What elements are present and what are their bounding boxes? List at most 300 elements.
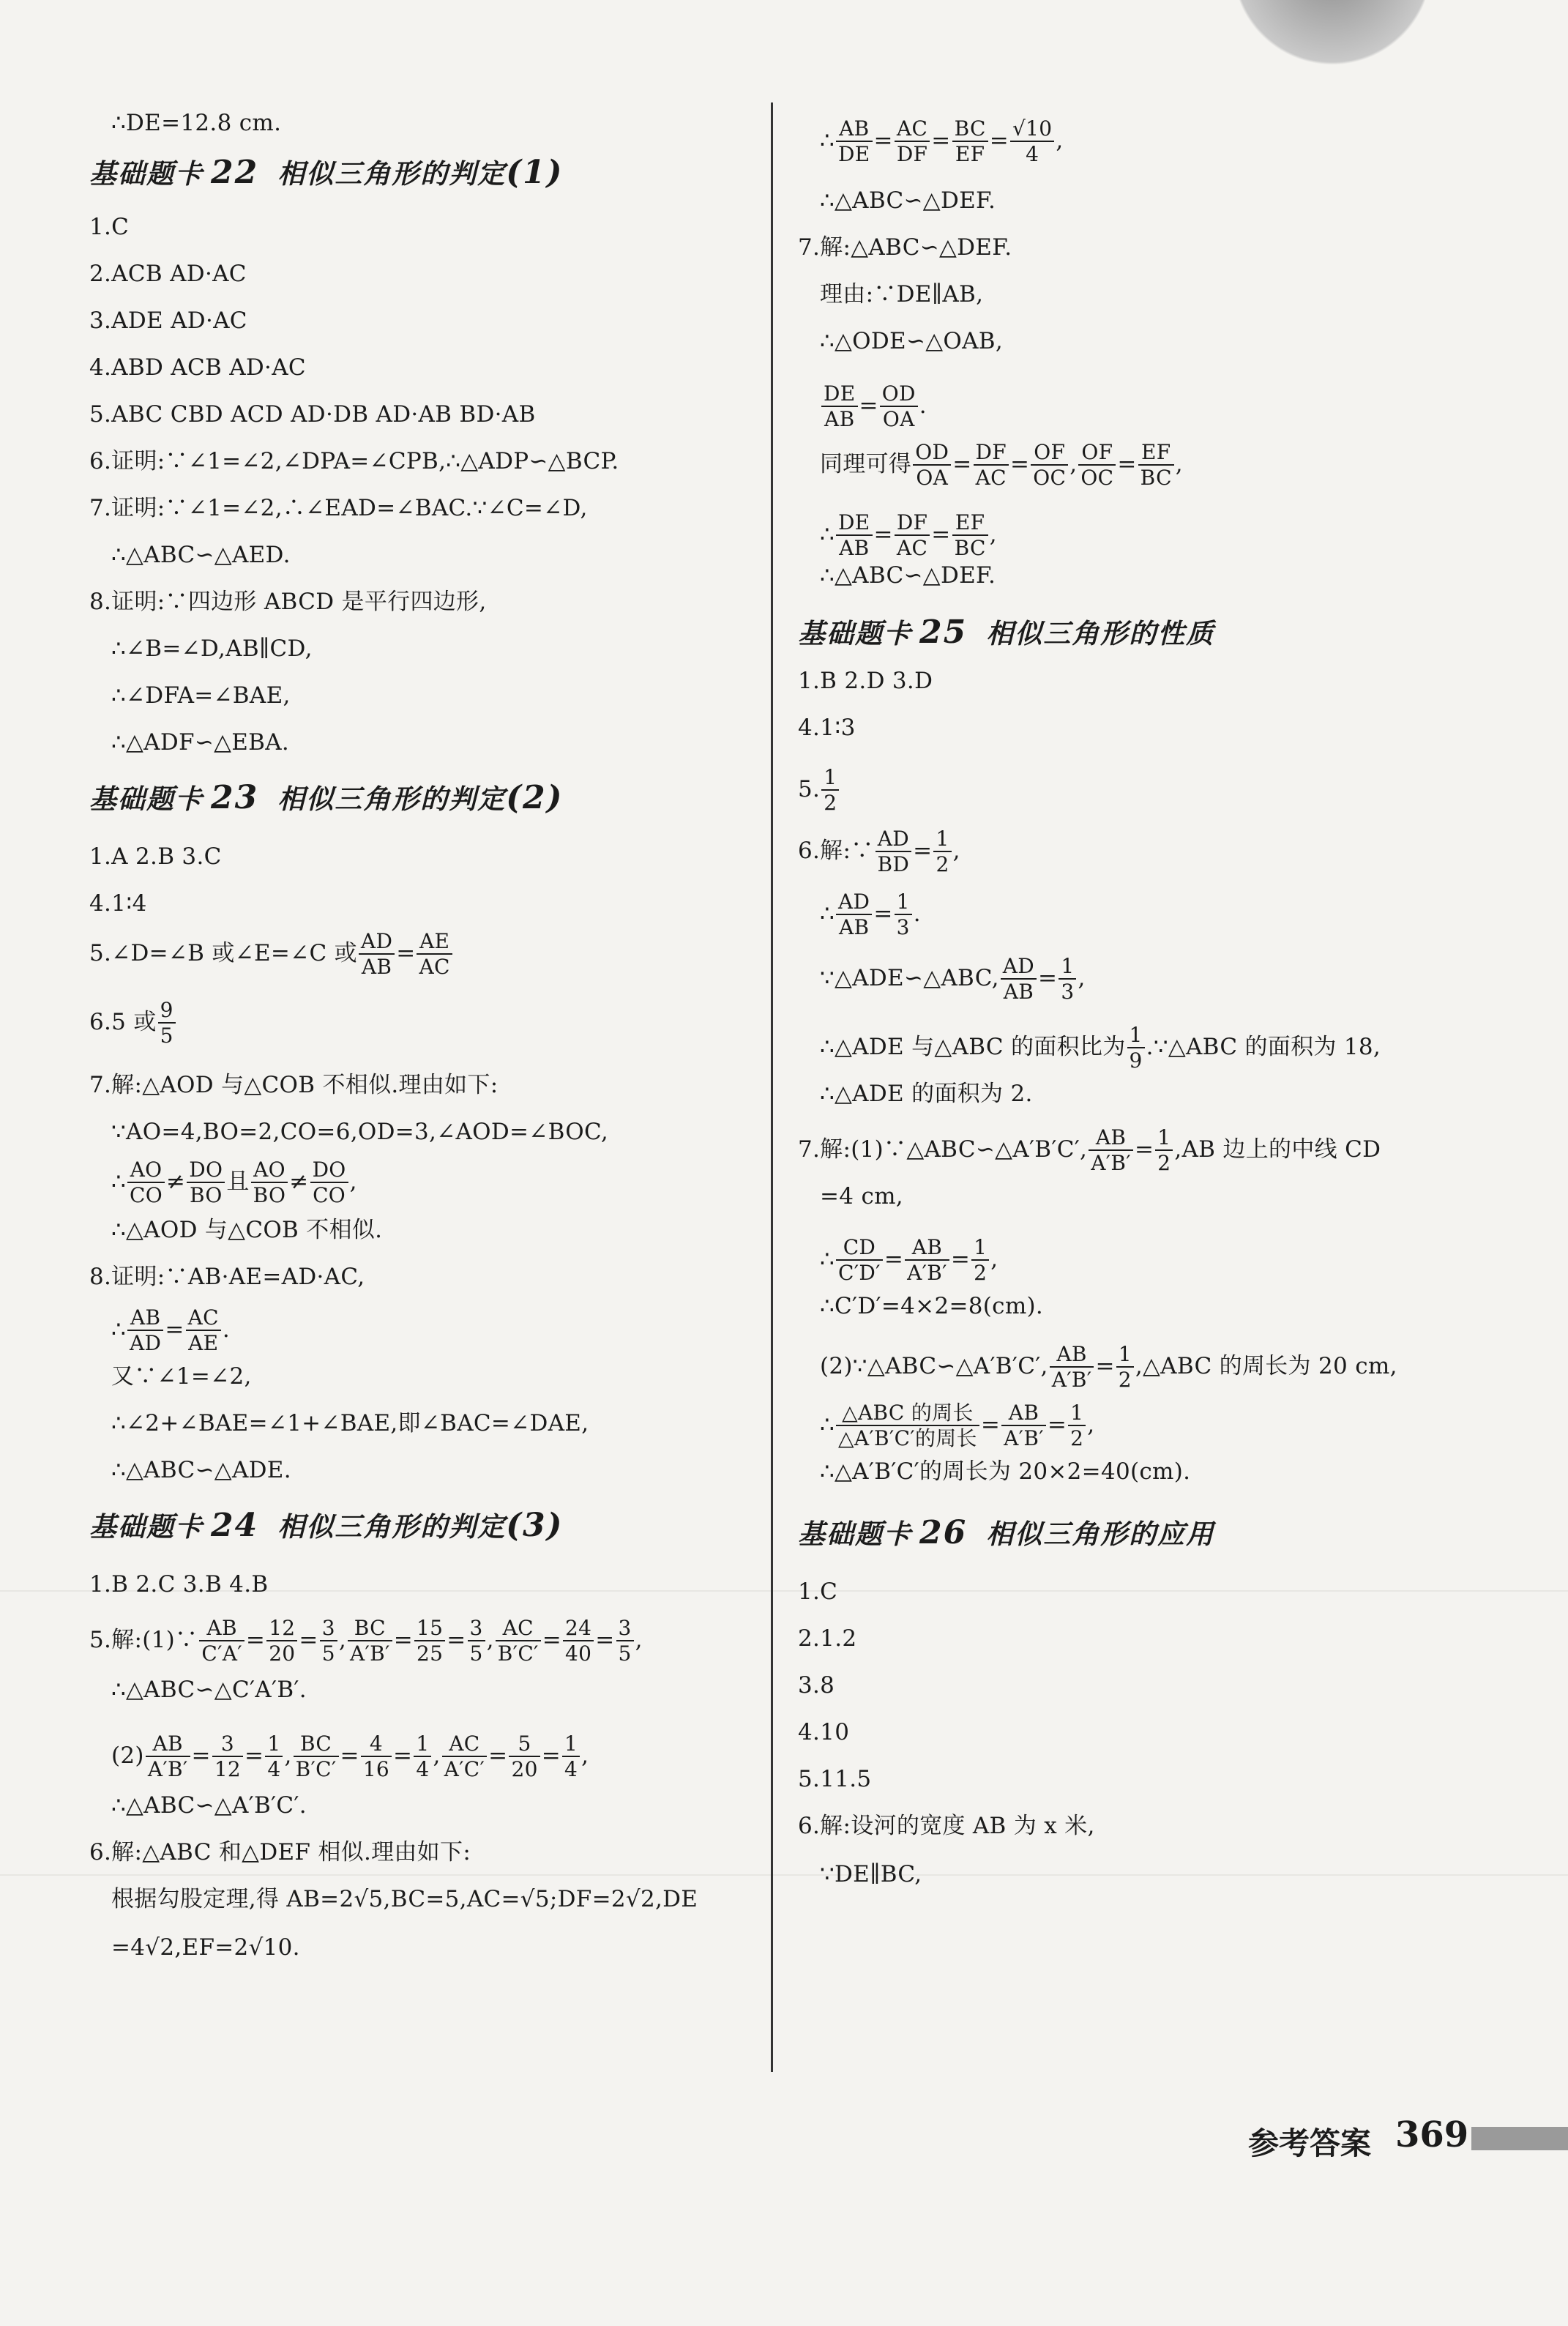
answer-line: ∴△ABC∽△AED.: [111, 542, 291, 568]
math-text: =: [165, 1316, 184, 1343]
heading-title: 相似三角形的判定: [277, 783, 507, 815]
answer-line: [89, 1000, 177, 1046]
fraction: [417, 931, 452, 977]
numerator: △ABC 的周长: [836, 1403, 979, 1426]
numerator: AB: [146, 1734, 190, 1757]
answer-line: 7.解:△AOD 与△COB 不相似.理由如下:: [89, 1072, 499, 1098]
numerator: 1: [1059, 956, 1076, 980]
denominator: 25: [416, 1641, 444, 1666]
fraction: [187, 1160, 225, 1206]
denominator: 20: [511, 1757, 538, 1781]
math-text: ,: [990, 1246, 998, 1272]
numerator: AB: [836, 119, 873, 142]
denominator: B′C′: [295, 1757, 337, 1781]
math-text: ∴△ADE 与△ABC 的面积比为: [820, 1034, 1126, 1060]
math-text: 且: [226, 1168, 250, 1195]
numerator: OD: [880, 384, 918, 407]
fraction: [266, 1618, 297, 1664]
math-text: ,: [1078, 965, 1086, 991]
math-text: ,: [989, 521, 997, 548]
answer-line: [820, 116, 1064, 166]
denominator: 5: [469, 1641, 483, 1666]
numerator: AB: [1050, 1344, 1094, 1368]
denominator: 3: [1061, 980, 1075, 1004]
numerator: 24: [563, 1618, 594, 1641]
answer-line: 8.证明:∵AB·AE=AD·AC,: [89, 1264, 365, 1290]
math-text: ,: [1175, 451, 1183, 477]
math-text: ,: [581, 1742, 589, 1769]
numerator: AD: [1001, 956, 1037, 980]
fraction: [1001, 956, 1037, 1002]
numerator: 1: [933, 829, 951, 852]
math-text: =: [244, 1742, 264, 1769]
answer-line: [798, 767, 840, 813]
answer-line: 4.ABD ACB AD·AC: [89, 354, 306, 381]
numerator: 3: [468, 1618, 485, 1641]
numerator: DO: [310, 1160, 348, 1183]
numerator: 15: [414, 1618, 445, 1641]
math-text: ∴: [820, 521, 835, 548]
numerator: AE: [417, 931, 452, 955]
denominator: 9: [1129, 1048, 1143, 1073]
fraction: [836, 512, 873, 559]
fraction: [1050, 1344, 1094, 1390]
answer-line: ∴△ABC∽△ADE.: [111, 1457, 291, 1483]
answer-line: [798, 829, 960, 875]
fraction: [895, 892, 912, 938]
numerator: 1: [265, 1734, 283, 1757]
fraction: [1031, 442, 1068, 488]
numerator: 1: [1116, 1344, 1134, 1368]
numerator: 1: [1155, 1127, 1173, 1151]
math-text: 7.解:(1)∵△ABC∽△A′B′C′,: [798, 1136, 1088, 1163]
math-text: =: [245, 1627, 266, 1653]
denominator: 12: [214, 1757, 242, 1781]
numerator: √10: [1010, 119, 1054, 142]
answer-line: ∴△ABC∽△C′A′B′.: [111, 1677, 307, 1703]
answer-line: ∴△ABC∽△A′B′C′.: [111, 1792, 307, 1819]
answer-line: [820, 956, 1086, 1002]
math-text: ,: [1087, 1412, 1095, 1438]
answer-line: [820, 1344, 1397, 1390]
answer-line: [820, 892, 921, 938]
denominator: OC: [1033, 466, 1067, 490]
math-text: ≠: [289, 1168, 309, 1195]
answer-line: 1.C: [89, 214, 130, 240]
fraction: [1078, 442, 1116, 488]
math-text: =: [1038, 965, 1058, 991]
fraction: [1155, 1127, 1173, 1174]
numerator: AB: [905, 1237, 949, 1261]
answer-line: 根据勾股定理,得 AB=2√5,BC=5,AC=√5;DF=2√2,DE: [111, 1886, 698, 1912]
math-text: =: [1009, 451, 1030, 477]
math-text: =: [913, 838, 933, 864]
fraction: [414, 1734, 431, 1780]
math-text: =: [1047, 1412, 1067, 1438]
scan-fold-line: [0, 1874, 1568, 1876]
denominator: 2: [974, 1261, 988, 1285]
numerator: AD: [359, 931, 395, 955]
denominator: AE: [188, 1331, 219, 1355]
numerator: DF: [895, 512, 930, 536]
denominator: A′B′: [907, 1261, 947, 1285]
answer-line: ∴△AOD 与△COB 不相似.: [111, 1217, 383, 1243]
fraction: [212, 1734, 243, 1780]
fraction: [1138, 442, 1174, 488]
fraction: [127, 1305, 163, 1355]
heading-title: 相似三角形的性质: [986, 618, 1215, 649]
fraction: [496, 1618, 541, 1664]
fraction: [952, 116, 988, 166]
answer-line: 1.B 2.C 3.B 4.B: [89, 1571, 269, 1598]
denominator: A′B′: [349, 1641, 390, 1666]
fraction: [1068, 1403, 1086, 1449]
answer-line: 又∵∠1=∠2,: [111, 1363, 252, 1390]
denominator: BC: [1140, 466, 1172, 490]
heading-title: 相似三角形的应用: [986, 1518, 1215, 1550]
math-text: =: [396, 940, 416, 966]
answer-line: ∴∠DFA=∠BAE,: [111, 682, 291, 709]
math-text: =: [931, 521, 951, 548]
math-text: 5.解:(1)∵: [89, 1627, 198, 1653]
fraction: [320, 1618, 337, 1664]
math-text: ,: [349, 1168, 357, 1195]
heading-part: (2): [506, 779, 564, 816]
fraction: [1089, 1127, 1133, 1174]
heading-prefix: 基础题卡: [798, 618, 912, 649]
math-text: .∵△ABC 的面积为 18,: [1146, 1034, 1381, 1060]
math-text: ,: [284, 1742, 292, 1769]
numerator: 1: [562, 1734, 580, 1757]
numerator: OD: [913, 442, 951, 466]
math-text: =: [859, 392, 878, 419]
footer-label: 参考答案: [1248, 2125, 1372, 2161]
math-text: ,: [338, 1627, 346, 1653]
math-text: =: [541, 1742, 561, 1769]
math-text: .: [222, 1316, 230, 1343]
answer-line: [820, 442, 1183, 488]
section-heading-26: [798, 1516, 1214, 1552]
math-text: 5.: [798, 776, 821, 802]
section-heading-24: [89, 1508, 564, 1545]
denominator: 4: [416, 1757, 430, 1781]
fraction: [836, 1237, 883, 1283]
answer-line: 4.1∶4: [89, 890, 147, 917]
denominator: CO: [313, 1183, 346, 1207]
math-text: =: [931, 127, 951, 154]
math-text: =: [873, 127, 893, 154]
numerator: BC: [952, 119, 988, 142]
fraction: [913, 442, 951, 488]
fraction: [836, 892, 872, 938]
answer-line: 6.证明:∵∠1=∠2,∠DPA=∠CPB,∴△ADP∽△BCP.: [89, 448, 619, 474]
answer-line: 4.1∶3: [798, 715, 856, 741]
answer-line: [111, 1305, 230, 1355]
math-text: .: [919, 392, 927, 419]
numerator: 9: [158, 1000, 176, 1024]
numerator: 3: [616, 1618, 634, 1641]
denominator: 2: [1070, 1426, 1084, 1450]
math-text: ∵△ADE∽△ABC,: [820, 965, 999, 991]
denominator: A′B′: [147, 1757, 188, 1781]
math-text: ,: [952, 838, 960, 864]
denominator: A′B′: [1091, 1151, 1131, 1175]
heading-prefix: 基础题卡: [89, 1511, 204, 1543]
heading-prefix: 基础题卡: [798, 1518, 912, 1550]
denominator: A′C′: [444, 1757, 485, 1781]
denominator: 4: [564, 1757, 578, 1781]
answer-line: 4.10: [798, 1719, 850, 1745]
footer-bar: [1471, 2127, 1568, 2150]
numerator: AD: [876, 829, 912, 852]
numerator: 4: [361, 1734, 392, 1757]
math-text: ∴: [820, 127, 835, 154]
math-text: 5.∠D=∠B 或∠E=∠C 或: [89, 940, 357, 966]
fraction: [1001, 1403, 1046, 1449]
answer-line: 8.证明:∵四边形 ABCD 是平行四边形,: [89, 589, 487, 615]
denominator: AB: [838, 915, 870, 939]
heading-part: (3): [506, 1507, 564, 1544]
math-text: ,: [635, 1627, 643, 1653]
math-text: =: [873, 901, 893, 927]
denominator: 3: [896, 915, 910, 939]
math-text: =: [340, 1742, 359, 1769]
page-number: 369: [1395, 2114, 1469, 2155]
fraction: [895, 512, 930, 559]
answer-line: 1.C: [798, 1578, 838, 1605]
numerator: AB: [1089, 1127, 1133, 1151]
denominator: 40: [564, 1641, 592, 1666]
denominator: AC: [975, 466, 1007, 490]
answer-line: ∴DE=12.8 cm.: [111, 110, 282, 136]
math-text: =: [989, 127, 1009, 154]
fraction: [876, 829, 912, 875]
fraction: [933, 829, 951, 875]
answer-line: 6.解:△ABC 和△DEF 相似.理由如下:: [89, 1839, 471, 1865]
math-text: =: [1095, 1353, 1115, 1379]
math-text: =: [952, 451, 972, 477]
denominator: BC: [954, 536, 986, 560]
numerator: AC: [442, 1734, 488, 1757]
answer-line: [820, 1237, 998, 1283]
denominator: A′B′: [1051, 1368, 1092, 1392]
answer-line: [820, 381, 927, 431]
denominator: AB: [361, 955, 392, 979]
heading-number: 22: [211, 154, 259, 191]
denominator: 4: [1026, 142, 1039, 166]
answer-line: ∴△ABC∽△DEF.: [820, 187, 996, 214]
math-text: ∴: [111, 1316, 127, 1343]
answer-line: 1.B 2.D 3.D: [798, 668, 933, 694]
numerator: 1: [414, 1734, 431, 1757]
math-text: =: [595, 1627, 615, 1653]
answer-line: 2.ACB AD·AC: [89, 261, 247, 287]
numerator: DO: [187, 1160, 225, 1183]
math-text: =: [447, 1627, 466, 1653]
fraction: [821, 381, 858, 431]
answer-line: ∴△A′B′C′的周长为 20×2=40(cm).: [820, 1458, 1191, 1485]
answer-line: ∴△ADE 的面积为 2.: [820, 1081, 1033, 1107]
heading-number: 23: [211, 779, 259, 816]
denominator: 4: [267, 1757, 281, 1781]
answer-line: ∵AO=4,BO=2,CO=6,OD=3,∠AOD=∠BOC,: [111, 1119, 609, 1145]
numerator: AC: [496, 1618, 541, 1641]
denominator: BO: [189, 1183, 223, 1207]
answer-line: 7.证明:∵∠1=∠2,∴∠EAD=∠BAC.∵∠C=∠D,: [89, 495, 588, 521]
numerator: 1: [971, 1237, 989, 1261]
answer-line: ∴△ABC∽△DEF.: [820, 562, 996, 589]
math-text: ,: [1069, 451, 1078, 477]
numerator: BC: [294, 1734, 339, 1757]
numerator: 12: [266, 1618, 297, 1641]
numerator: AD: [836, 892, 872, 915]
fraction: [199, 1618, 244, 1664]
denominator: AD: [130, 1331, 162, 1355]
numerator: AB: [127, 1308, 163, 1331]
numerator: AO: [127, 1160, 165, 1183]
fraction: [821, 767, 839, 813]
fraction: [468, 1618, 485, 1664]
numerator: DF: [974, 442, 1009, 466]
math-text: =: [980, 1412, 1001, 1438]
math-text: =: [1134, 1136, 1154, 1163]
fraction: [294, 1734, 339, 1780]
fraction: [127, 1160, 165, 1206]
numerator: 3: [320, 1618, 337, 1641]
fraction: [971, 1237, 989, 1283]
denominator: EF: [955, 142, 985, 166]
numerator: OF: [1078, 442, 1116, 466]
denominator: C′A′: [201, 1641, 242, 1666]
denominator: B′C′: [497, 1641, 539, 1666]
denominator: 5: [321, 1641, 335, 1666]
answer-line: 5.ABC CBD ACD AD·DB AD·AB BD·AB: [89, 401, 536, 428]
denominator: AC: [419, 955, 450, 979]
answer-line: =4√2,EF=2√10.: [111, 1934, 300, 1961]
denominator: AB: [839, 536, 870, 560]
denominator: OA: [916, 466, 949, 490]
denominator: AC: [896, 536, 928, 560]
numerator: 3: [212, 1734, 243, 1757]
numerator: AB: [199, 1618, 244, 1641]
fraction: [836, 1403, 979, 1449]
math-text: (2)∵△ABC∽△A′B′C′,: [820, 1353, 1048, 1379]
math-text: ,△ABC 的周长为 20 cm,: [1135, 1353, 1397, 1379]
answer-line: =4 cm,: [820, 1183, 903, 1209]
numerator: EF: [1138, 442, 1174, 466]
answer-line: ∵DE∥BC,: [820, 1861, 922, 1887]
page-corner-shadow: [1237, 0, 1427, 66]
math-text: =: [1117, 451, 1137, 477]
math-text: 6.解:∵: [798, 838, 874, 864]
fraction: [158, 1000, 176, 1046]
fraction: [880, 381, 918, 431]
answer-line: [89, 931, 454, 977]
numerator: DE: [821, 384, 858, 407]
fraction: [974, 442, 1009, 488]
denominator: A′B′: [1004, 1426, 1044, 1450]
fraction: [146, 1734, 190, 1780]
section-heading-23: [89, 780, 564, 817]
fraction: [186, 1305, 221, 1355]
math-text: ,: [1056, 127, 1064, 154]
denominator: AB: [1003, 980, 1034, 1004]
heading-title: 相似三角形的判定: [277, 1511, 507, 1543]
math-text: .: [913, 901, 921, 927]
denominator: OC: [1080, 466, 1114, 490]
math-text: ∴: [820, 1412, 835, 1438]
answer-line: 6.解:设河的宽度 AB 为 x 米,: [798, 1813, 1095, 1839]
denominator: 5: [160, 1024, 173, 1048]
denominator: 20: [269, 1641, 296, 1666]
math-text: =: [873, 521, 893, 548]
section-heading-25: [798, 615, 1214, 652]
fraction: [1059, 956, 1076, 1002]
fraction: [509, 1734, 540, 1780]
answer-line: ∴△ODE∽△OAB,: [820, 328, 1004, 354]
fraction: [442, 1734, 488, 1780]
numerator: 1: [1068, 1403, 1086, 1426]
answer-line: [111, 1160, 357, 1206]
fraction: [895, 116, 930, 166]
fraction: [836, 116, 873, 166]
numerator: AC: [186, 1308, 221, 1331]
math-text: =: [191, 1742, 211, 1769]
answer-line: ∴∠2+∠BAE=∠1+∠BAE,即∠BAC=∠DAE,: [111, 1410, 589, 1436]
answer-line: [798, 1127, 1381, 1174]
denominator: 16: [362, 1757, 390, 1781]
fraction: [616, 1618, 634, 1664]
denominator: 2: [824, 791, 837, 815]
numerator: AB: [1001, 1403, 1046, 1426]
answer-line: ∴△ADF∽△EBA.: [111, 729, 290, 756]
fraction: [414, 1618, 445, 1664]
denominator: BO: [253, 1183, 286, 1207]
math-text: ∴: [820, 1246, 835, 1272]
heading-part: (1): [506, 154, 564, 191]
answer-line: 理由:∵DE∥AB,: [820, 281, 984, 307]
numerator: DE: [836, 512, 873, 536]
denominator: 2: [936, 852, 949, 876]
denominator: CO: [130, 1183, 163, 1207]
denominator: AB: [824, 407, 855, 431]
numerator: CD: [836, 1237, 883, 1261]
denominator: 2: [1118, 1368, 1132, 1392]
fraction: [905, 1237, 949, 1283]
math-text: ,: [433, 1742, 441, 1769]
denominator: △A′B′C′的周长: [838, 1426, 977, 1450]
fraction: [251, 1160, 288, 1206]
denominator: C′D′: [838, 1261, 881, 1285]
numerator: 1: [821, 767, 839, 791]
denominator: BD: [877, 852, 910, 876]
denominator: 5: [618, 1641, 632, 1666]
answer-line: ∴∠B=∠D,AB∥CD,: [111, 635, 313, 662]
answer-line: [89, 1618, 643, 1664]
fraction: [1010, 116, 1054, 166]
math-text: ≠: [166, 1168, 186, 1195]
numerator: 5: [509, 1734, 540, 1757]
answer-line: [820, 512, 997, 559]
answer-line: [820, 1403, 1094, 1449]
fraction: [361, 1734, 392, 1780]
heading-number: 25: [919, 614, 968, 651]
math-text: ,AB 边上的中线 CD: [1174, 1136, 1381, 1163]
heading-number: 24: [211, 1507, 259, 1544]
answer-line: 3.8: [798, 1672, 835, 1699]
fraction: [348, 1618, 392, 1664]
denominator: DE: [838, 142, 870, 166]
